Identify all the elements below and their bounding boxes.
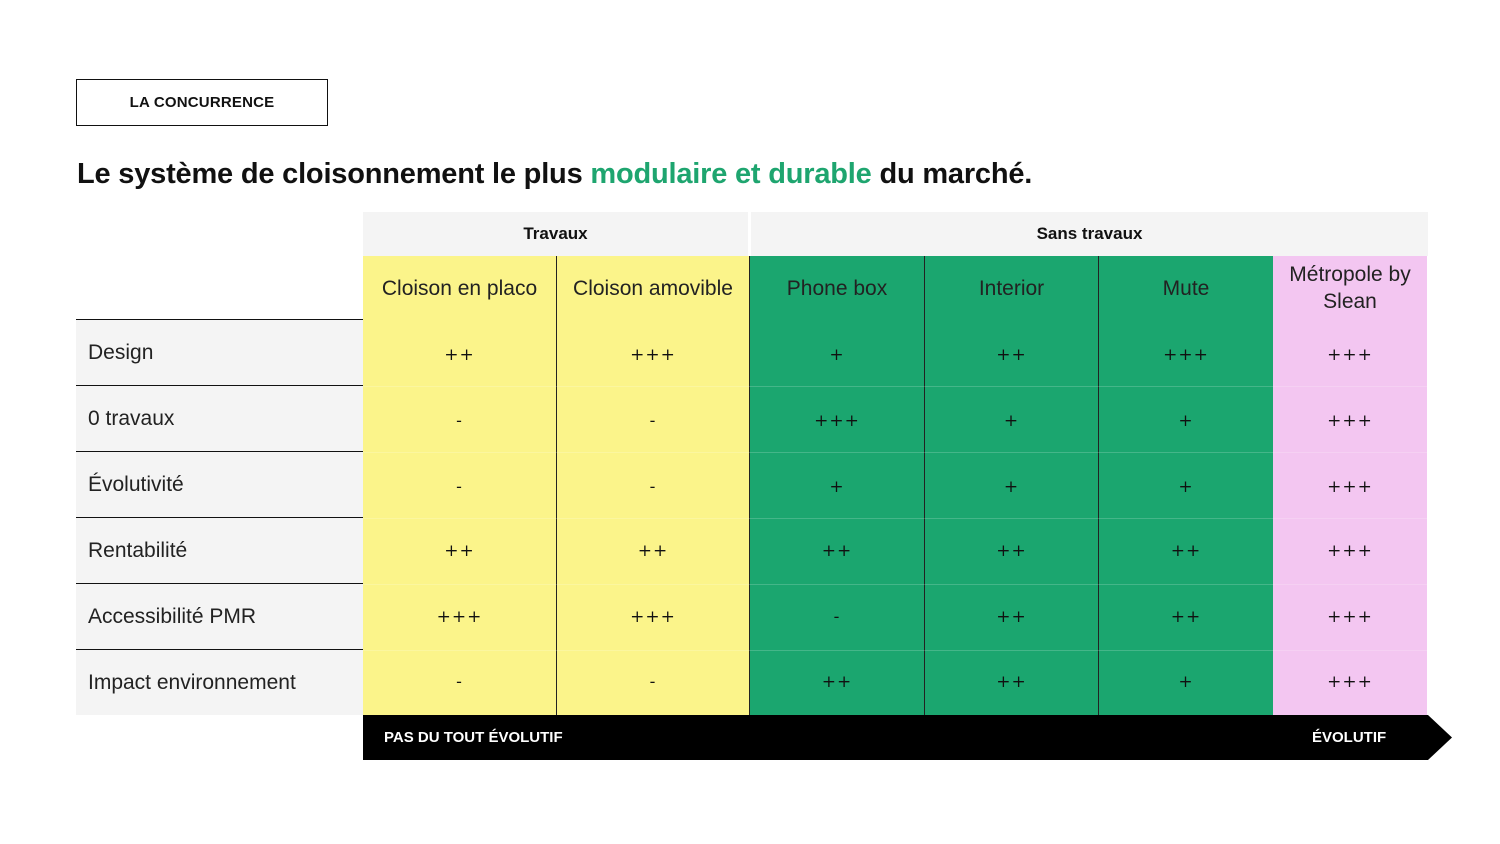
rating-cell: +++ [1327,477,1373,497]
rating-cell: +++ [814,411,860,431]
rating-cell: +++ [1327,411,1373,431]
row-label-evolutivite: Évolutivité [76,451,363,517]
rating-cell: + [1003,411,1020,431]
rating-cell: ++ [1170,607,1202,627]
scale-label-right: ÉVOLUTIF [1312,729,1387,746]
rating-cell: ++ [637,541,669,561]
row-label-impact: Impact environnement [76,649,363,715]
rating-cell: - [456,672,463,692]
rating-cell: - [649,672,657,692]
rating-cell: + [1003,477,1020,497]
rating-cell: - [833,607,841,627]
rating-cell: - [456,411,463,431]
column-header-amovible: Cloison amovible [573,276,733,300]
rating-cell: + [1178,477,1194,497]
rating-cell: +++ [630,345,676,365]
rating-cell: ++ [1170,541,1202,561]
column-header-metropole: Métropole by Slean [1289,263,1411,313]
row-label-design: Design [76,319,363,385]
row-label-accessibilite: Accessibilité PMR [76,583,363,649]
title-accent: modulaire et durable [590,158,872,190]
rating-cell: + [829,345,845,365]
rating-cell: + [829,477,845,497]
rating-cell: +++ [1327,672,1373,692]
rating-cell: ++ [996,541,1027,561]
row-label-travaux: 0 travaux [76,385,363,451]
rating-cell: +++ [1327,541,1373,561]
scale-label-left: PAS DU TOUT ÉVOLUTIF [384,729,563,746]
rating-cell: +++ [1327,345,1373,365]
group-header-sans-travaux: Sans travaux [751,212,1428,256]
rating-cell: +++ [630,607,676,627]
rating-cell: ++ [821,672,853,692]
rating-cell: ++ [996,607,1027,627]
rating-cell: +++ [436,607,483,627]
rating-cell: ++ [444,345,475,365]
rating-cell: ++ [821,541,853,561]
column-header-placo: Cloison en placo [381,276,538,300]
rating-cell: +++ [1327,607,1373,627]
title-start: Le système de cloisonnement le plus [77,158,591,190]
section-tag: LA CONCURRENCE [76,79,328,126]
page-title [77,158,1032,191]
column-header-phone-box: Phone box [786,276,888,300]
rating-cell: +++ [1163,345,1209,365]
column-header-interior: Interior [978,276,1045,300]
rating-cell: - [456,477,463,497]
column-header-mute: Mute [1162,276,1210,300]
title-end: du marché. [871,158,1033,190]
rating-cell: ++ [444,541,475,561]
rating-cell: - [649,477,657,497]
rating-cell: ++ [996,672,1027,692]
rating-cell: - [649,411,657,431]
row-label-rentabilite: Rentabilité [76,517,363,583]
rating-cell: + [1178,672,1194,692]
rating-cell: ++ [996,345,1027,365]
rating-cell: + [1178,411,1194,431]
group-header-travaux: Travaux [363,212,748,256]
